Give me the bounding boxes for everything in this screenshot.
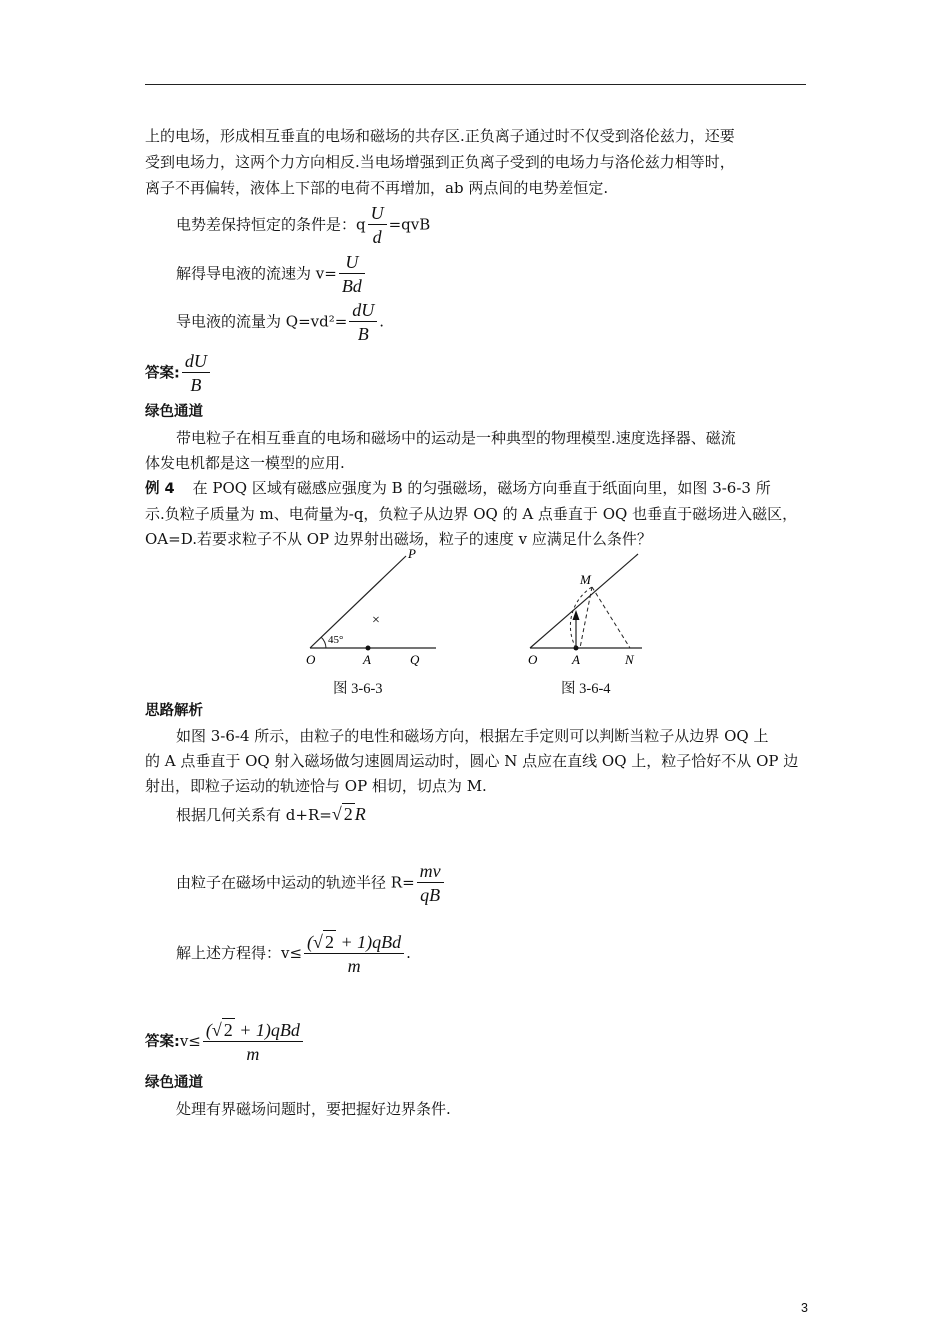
example-4-line-3: OA=D.若要求粒子不从 OP 边界射出磁场，粒子的速度 v 应满足什么条件？: [145, 530, 652, 548]
fraction: $\frac{\text{(√ 2 + 1)qBd}}{m}$: [203, 1018, 303, 1066]
solution-line-1: 如图 3-6-4 所示，由粒子的电性和磁场方向，根据左手定则可以判断当粒子从边界 OQ 上: [176, 727, 769, 745]
solution-line-2: 的 A 点垂直于 OQ 射入磁场做匀速圆周运动时，圆心 N 点应在直线 OQ 上，粒子恰好不从 OP 边: [145, 752, 799, 770]
example-4-line-1: 例 4 在 POQ 区域有磁感应强度为 B 的匀强磁场，磁场方向垂直于纸面向里，如图 3-6-3 所: [145, 479, 771, 497]
field-cross-icon: ×: [372, 613, 380, 628]
answer-1: 答案: $\frac{dU}{B}$: [145, 350, 212, 397]
equation-radius: 由粒子在磁场中运动的轨迹半径 R= $\frac{mv}{qB}$: [176, 860, 446, 907]
para1-line-3: 离子不再偏转，液体上下部的电荷不再增加，ab 两点间的电势差恒定.: [145, 179, 609, 197]
fraction: $\frac{U}{Bd}$: [339, 251, 365, 298]
para1-line-1: 上的电场，形成相互垂直的电场和磁场的共存区.正负离子通过时不仅受到洛伦兹力，还要: [145, 127, 735, 145]
para1-line-2: 受到电场力，这两个力方向相反.当电场增强到正负离子受到的电场力与洛伦兹力相等时，: [145, 153, 735, 171]
green-channel-text-2: 处理有界磁场问题时，要把握好边界条件.: [176, 1100, 451, 1118]
caption-3-6-4: 图 3-6-4: [561, 681, 611, 697]
fraction: $\frac{U}{d}$: [368, 202, 387, 249]
label-a: A: [572, 652, 580, 667]
solution-title: 思路解析: [145, 703, 203, 719]
equation-result: 解上述方程得：v≤ $\frac{\text{(√ 2 + 1)qBd}}{m}$ .: [176, 932, 411, 976]
caption-3-6-3: 图 3-6-3: [333, 681, 383, 697]
fraction: $\frac{dU}{B}$: [349, 299, 377, 346]
angle-arc: [321, 637, 326, 648]
equation-velocity: 解得导电液的流速为 v= $\frac{U}{Bd}$: [176, 251, 367, 298]
answer-2: 答案:v≤ $\frac{\text{(√ 2 + 1)qBd}}{m}$: [145, 1018, 305, 1066]
radius-mn: [592, 587, 630, 648]
label-p: P: [408, 548, 416, 561]
equation-geometry: 根据几何关系有 d+R=√ 2 R: [176, 804, 366, 824]
boundary-op: [530, 554, 638, 648]
figure-3-6-3: [300, 548, 440, 670]
label-m: M: [580, 572, 591, 587]
fraction: $\frac{\text{(√ 2 + 1)qBd}}{m}$: [304, 930, 404, 978]
fraction: $\frac{dU}{B}$: [182, 350, 210, 397]
point-a: [366, 646, 371, 651]
green-channel-title-2: 绿色通道: [145, 1075, 203, 1091]
header-rule: [145, 84, 806, 85]
label-o: O: [306, 652, 316, 667]
label-angle: 45°: [328, 634, 344, 646]
page-number: 3: [801, 1301, 808, 1315]
equation-flow: 导电液的流量为 Q=vd²= $\frac{dU}{B}$ .: [176, 300, 385, 344]
equation-condition: 电势差保持恒定的条件是：q $\frac{U}{d}$ =qvB: [176, 203, 431, 247]
boundary-op: [310, 556, 406, 648]
figure-3-6-4: [522, 548, 646, 670]
green-channel-line-2: 体发电机都是这一模型的应用.: [145, 454, 345, 472]
label-o: O: [528, 652, 538, 667]
label-n: N: [625, 652, 634, 667]
example-4-line-2: 示.负粒子质量为 m、电荷量为-q，负粒子从边界 OQ 的 A 点垂直于 OQ 也垂直于磁场进入磁区，: [145, 505, 798, 523]
green-channel-line-1: 带电粒子在相互垂直的电场和磁场中的运动是一种典型的物理模型.速度选择器、磁流: [176, 429, 736, 447]
example-label: 例 4: [145, 481, 175, 497]
label-a: A: [363, 652, 371, 667]
arrow-head-icon: [573, 610, 580, 620]
fraction: $\frac{mv}{qB}$: [417, 860, 444, 907]
label-q: Q: [410, 652, 420, 667]
green-channel-title-1: 绿色通道: [145, 404, 203, 420]
solution-line-3: 射出，即粒子运动的轨迹恰与 OP 相切，切点为 M.: [145, 777, 487, 795]
